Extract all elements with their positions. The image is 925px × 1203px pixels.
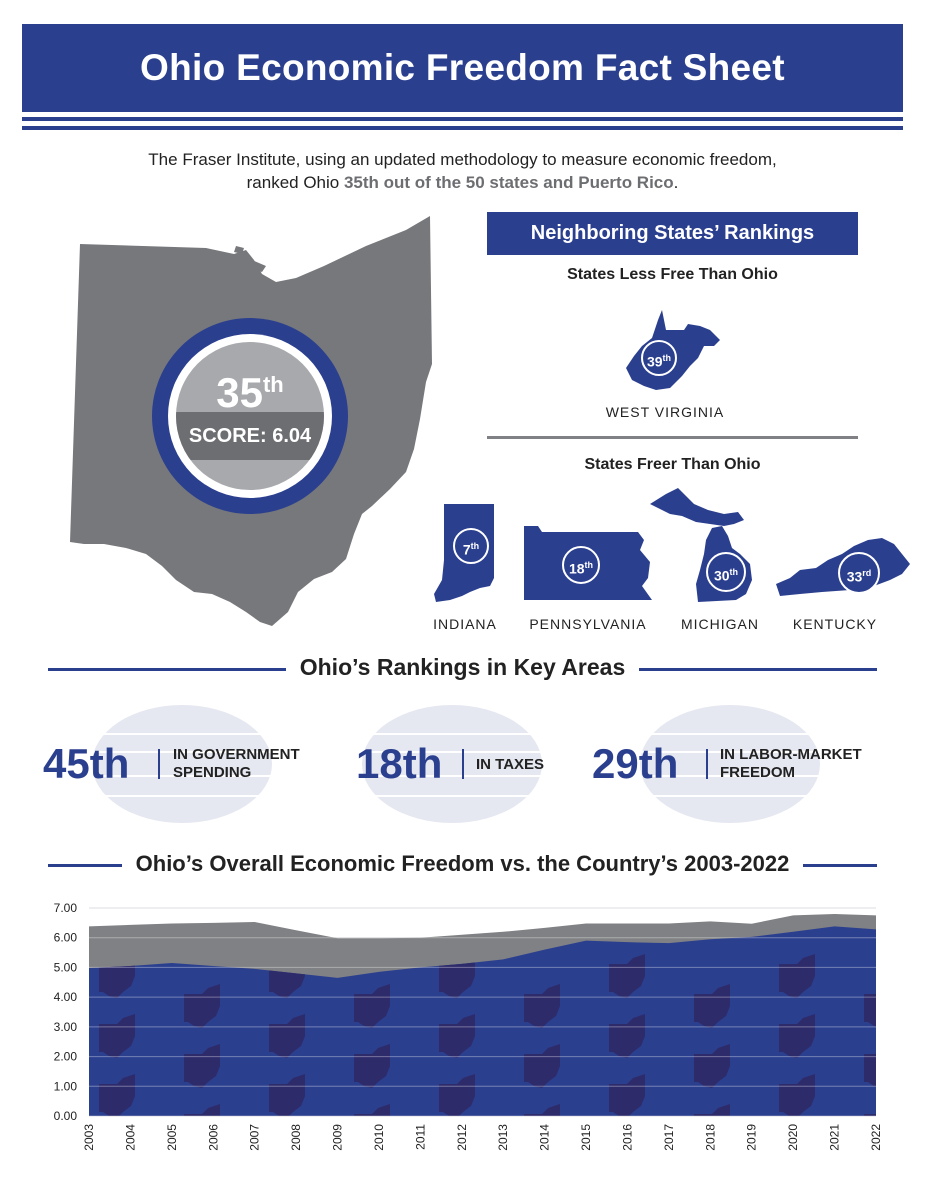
michigan-rank-badge <box>706 552 746 592</box>
kentucky-rank-badge <box>838 552 880 594</box>
x-tick-label: 2012 <box>454 1124 469 1151</box>
ohio-rank-suffix: th <box>262 372 284 397</box>
key-area-label-taxes: IN TAXES <box>476 756 545 773</box>
ohio-pattern-icon <box>524 1164 560 1190</box>
y-tick-label: 1.00 <box>53 1079 77 1094</box>
indiana-rank-number: 7 <box>462 541 471 558</box>
state-name-kentucky: KENTUCKY <box>792 616 878 632</box>
less-free-heading: States Less Free Than Ohio <box>567 266 778 283</box>
x-tick-label: 2021 <box>827 1124 842 1151</box>
x-tick-label: 2003 <box>82 1124 96 1151</box>
state-name-pennsylvania: PENNSYLVANIA <box>529 616 647 632</box>
x-tick-label: 2015 <box>579 1124 594 1151</box>
y-tick-label: 7.00 <box>53 901 77 915</box>
x-tick-label: 2014 <box>537 1124 552 1151</box>
key-area-rank-labor: 29th <box>592 740 679 787</box>
ohio-pattern-icon <box>864 1164 900 1190</box>
x-tick-label: 2010 <box>371 1124 386 1151</box>
west-virginia-rank-suffix: th <box>662 353 672 363</box>
title-rule-bottom <box>22 126 903 130</box>
intro-line-2 <box>60 171 865 194</box>
neighbors-divider <box>487 436 858 439</box>
key-area-divider-taxes <box>462 749 464 779</box>
x-tick-label: 2004 <box>123 1124 138 1151</box>
michigan-rank-number: 30 <box>713 567 730 584</box>
key-areas-title-wrap <box>48 654 877 681</box>
x-tick-label: 2008 <box>289 1124 304 1151</box>
neighbors-heading: Neighboring States’ Rankings <box>487 212 858 255</box>
key-area-label-labor-line1: IN LABOR-MARKET <box>720 746 862 763</box>
x-tick-label: 2013 <box>496 1124 511 1151</box>
key-area-divider-spending <box>158 749 160 779</box>
key-area-label-spending-line1: IN GOVERNMENT <box>173 746 300 763</box>
x-tick-label: 2007 <box>247 1124 262 1151</box>
ohio-pattern-icon <box>694 1164 730 1190</box>
pennsylvania-rank-badge <box>562 546 600 584</box>
ohio-pattern-icon <box>354 1164 390 1190</box>
x-tick-label: 2020 <box>786 1124 801 1151</box>
ohio-rank-number: 35 <box>216 369 263 416</box>
x-tick-label: 2009 <box>330 1124 345 1151</box>
pennsylvania-rank-number: 18 <box>568 560 585 577</box>
west-virginia-rank-badge <box>641 340 677 376</box>
state-name-indiana: INDIANA <box>433 616 497 632</box>
west-virginia-rank-number: 39 <box>646 353 663 370</box>
michigan-rank-suffix: th <box>729 567 739 577</box>
key-area-label-labor <box>720 746 862 782</box>
ohio-rank-text <box>176 362 324 416</box>
x-tick-label: 2019 <box>744 1124 759 1151</box>
indiana-rank-badge <box>453 528 489 564</box>
key-area-label-spending-line2: SPENDING <box>173 764 252 781</box>
x-tick-label: 2022 <box>869 1124 883 1151</box>
key-areas-title: Ohio’s Rankings in Key Areas <box>286 654 640 680</box>
y-tick-label: 2.00 <box>53 1049 77 1064</box>
ohio-score: SCORE: 6.04 <box>188 425 312 447</box>
kentucky-rank-suffix: rd <box>862 568 872 578</box>
key-area-label-spending <box>173 746 300 782</box>
state-name-michigan: MICHIGAN <box>681 616 759 632</box>
intro-text <box>60 148 865 194</box>
chart-title-wrap <box>48 851 877 877</box>
y-tick-label: 0.00 <box>53 1109 77 1123</box>
michigan-map-icon <box>646 484 758 606</box>
indiana-rank-suffix: th <box>470 541 480 551</box>
kentucky-rank-number: 33 <box>846 568 863 585</box>
intro-line-1: The Fraser Institute, using an updated methodology to measure economic freedom, <box>148 150 777 169</box>
key-area-rank-spending: 45th <box>43 740 130 787</box>
intro-highlight: 35th out of the 50 states and Puerto Rico <box>343 173 674 192</box>
y-tick-label: 5.00 <box>53 960 77 975</box>
ohio-pattern-icon <box>184 1164 220 1190</box>
y-tick-label: 3.00 <box>53 1019 77 1034</box>
key-area-rank-taxes: 18th <box>356 740 443 787</box>
chart-title: Ohio’s Overall Economic Freedom vs. the Country’s 2003-2022 <box>122 851 804 876</box>
intro-prefix: ranked Ohio <box>246 173 344 192</box>
state-name-west-virginia: WEST VIRGINIA <box>605 404 725 420</box>
x-tick-label: 2011 <box>413 1124 428 1150</box>
title-rule-top <box>22 117 903 121</box>
key-area-divider-labor <box>706 749 708 779</box>
x-tick-label: 2006 <box>206 1124 221 1151</box>
freer-heading: States Freer Than Ohio <box>584 456 761 473</box>
y-tick-label: 4.00 <box>53 990 77 1005</box>
x-tick-label: 2016 <box>620 1124 635 1151</box>
x-tick-label: 2018 <box>703 1124 718 1151</box>
x-tick-label: 2005 <box>164 1124 179 1151</box>
page-title: Ohio Economic Freedom Fact Sheet <box>140 47 785 88</box>
pennsylvania-rank-suffix: th <box>584 560 594 570</box>
intro-suffix: . <box>673 173 679 192</box>
y-tick-label: 6.00 <box>53 930 77 945</box>
key-area-label-labor-line2: FREEDOM <box>720 764 795 781</box>
x-tick-label: 2017 <box>661 1124 676 1151</box>
economic-freedom-chart <box>0 890 925 1190</box>
